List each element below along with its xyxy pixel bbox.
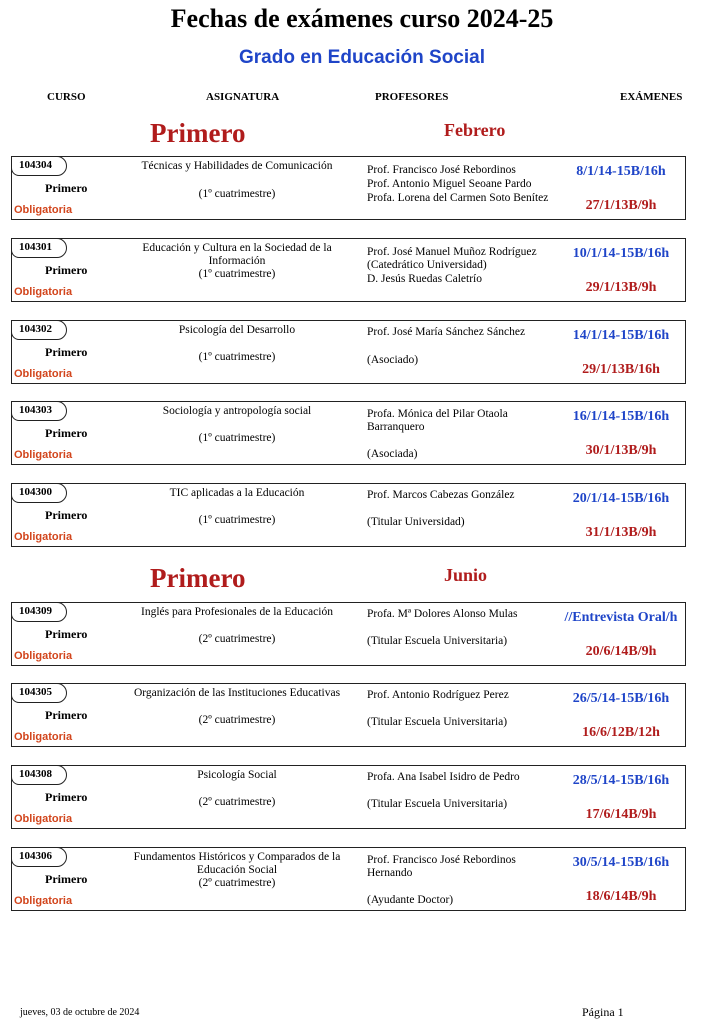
course-type: Obligatoria bbox=[14, 531, 73, 543]
subject-name: Organización de las Instituciones Educativas bbox=[133, 687, 341, 699]
course-year: Primero bbox=[45, 426, 88, 440]
semester: (2º cuatrimestre) bbox=[198, 877, 276, 889]
professor-line: (Titular Universidad) bbox=[367, 516, 465, 528]
semester: (1º cuatrimestre) bbox=[198, 514, 276, 526]
exam-row bbox=[11, 847, 686, 911]
course-type: Obligatoria bbox=[14, 895, 73, 907]
professor-line: Profa. Ana Isabel Isidro de Pedro bbox=[367, 771, 520, 783]
subject-name: Sociología y antropología social bbox=[162, 405, 312, 417]
section-year: Primero bbox=[150, 118, 246, 148]
exam-row bbox=[11, 683, 686, 747]
course-code: 104301 bbox=[11, 238, 67, 258]
section-year: Primero bbox=[150, 563, 246, 593]
subject-name: TIC aplicadas a la Educación bbox=[169, 487, 305, 499]
header-curso: CURSO bbox=[47, 91, 86, 103]
professor-line: (Titular Escuela Universitaria) bbox=[367, 716, 508, 728]
exam-date-first: 8/1/14-15B/16h bbox=[576, 164, 666, 179]
course-type: Obligatoria bbox=[14, 650, 73, 662]
exam-date-first: //Entrevista Oral/h bbox=[564, 610, 678, 625]
exam-row bbox=[11, 602, 686, 666]
exam-date-second: 20/6/14B/9h bbox=[585, 644, 657, 659]
semester: (1º cuatrimestre) bbox=[198, 268, 276, 280]
exam-date-second: 31/1/13B/9h bbox=[585, 525, 657, 540]
subject-name: Psicología del Desarrollo bbox=[178, 324, 296, 336]
subject-name: Educación y Cultura en la Sociedad de la Información bbox=[142, 242, 332, 267]
exam-date-second: 29/1/13B/16h bbox=[582, 362, 660, 377]
course-year: Primero bbox=[45, 345, 88, 359]
course-type: Obligatoria bbox=[14, 449, 73, 461]
course-type: Obligatoria bbox=[14, 286, 73, 298]
course-code: 104304 bbox=[11, 156, 67, 176]
exam-row bbox=[11, 401, 686, 465]
course-code: 104303 bbox=[11, 401, 67, 421]
professor-line: (Catedrático Universidad) bbox=[367, 259, 487, 271]
exam-date-second: 17/6/14B/9h bbox=[585, 807, 657, 822]
page-subtitle: Grado en Educación Social bbox=[238, 47, 485, 68]
exam-row bbox=[11, 156, 686, 220]
page-number: Página 1 bbox=[582, 1005, 624, 1019]
course-type: Obligatoria bbox=[14, 731, 73, 743]
course-year: Primero bbox=[45, 181, 88, 195]
professor-line: (Titular Escuela Universitaria) bbox=[367, 635, 508, 647]
exam-date-first: 26/5/14-15B/16h bbox=[572, 691, 670, 706]
exam-date-first: 20/1/14-15B/16h bbox=[572, 491, 670, 506]
exam-date-first: 16/1/14-15B/16h bbox=[572, 409, 670, 424]
course-year: Primero bbox=[45, 790, 88, 804]
subject-name: Psicología Social bbox=[197, 769, 277, 781]
professor-line: (Asociado) bbox=[367, 354, 419, 366]
course-code: 104300 bbox=[11, 483, 67, 503]
course-type: Obligatoria bbox=[14, 204, 73, 216]
exam-date-first: 10/1/14-15B/16h bbox=[572, 246, 670, 261]
course-year: Primero bbox=[45, 508, 88, 522]
professor-line: (Titular Escuela Universitaria) bbox=[367, 798, 508, 810]
course-code: 104308 bbox=[11, 765, 67, 785]
professor-line: Prof. José Manuel Muñoz Rodríguez bbox=[367, 246, 537, 258]
subject-name: Fundamentos Históricos y Comparados de la Educación Social bbox=[133, 851, 341, 876]
professor-line: (Asociada) bbox=[367, 448, 418, 460]
subject-name: Técnicas y Habilidades de Comunicación bbox=[141, 160, 333, 172]
header-examenes: EXÁMENES bbox=[620, 91, 683, 103]
semester: (1º cuatrimestre) bbox=[198, 188, 276, 200]
exam-date-second: 30/1/13B/9h bbox=[585, 443, 657, 458]
professor-line: Prof. Francisco José Rebordinos bbox=[367, 854, 516, 866]
exam-row bbox=[11, 320, 686, 384]
exam-row bbox=[11, 483, 686, 547]
semester: (2º cuatrimestre) bbox=[198, 796, 276, 808]
semester: (1º cuatrimestre) bbox=[198, 432, 276, 444]
semester: (2º cuatrimestre) bbox=[198, 714, 276, 726]
professor-line: Barranquero bbox=[367, 421, 425, 433]
semester: (1º cuatrimestre) bbox=[198, 351, 276, 363]
course-year: Primero bbox=[45, 708, 88, 722]
footer-date: jueves, 03 de octubre de 2024 bbox=[20, 1007, 140, 1018]
professor-line: Profa. Lorena del Carmen Soto Benítez bbox=[367, 192, 549, 204]
professor-line: Profa. Mónica del Pilar Otaola bbox=[367, 408, 508, 420]
exam-date-second: 16/6/12B/12h bbox=[582, 725, 660, 740]
exam-row bbox=[11, 238, 686, 302]
exam-date-second: 29/1/13B/9h bbox=[585, 280, 657, 295]
course-year: Primero bbox=[45, 872, 88, 886]
course-type: Obligatoria bbox=[14, 813, 73, 825]
course-year: Primero bbox=[45, 627, 88, 641]
course-code: 104305 bbox=[11, 683, 67, 703]
section-month: Febrero bbox=[444, 120, 506, 140]
course-code: 104306 bbox=[11, 847, 67, 867]
professor-line: D. Jesús Ruedas Caletrío bbox=[367, 273, 482, 285]
page-title: Fechas de exámenes curso 2024-25 bbox=[170, 4, 554, 33]
exam-date-first: 28/5/14-15B/16h bbox=[572, 773, 670, 788]
professor-line: Prof. Francisco José Rebordinos bbox=[367, 164, 516, 176]
exam-date-second: 27/1/13B/9h bbox=[585, 198, 657, 213]
header-profesores: PROFESORES bbox=[375, 91, 449, 103]
course-type: Obligatoria bbox=[14, 368, 73, 380]
exam-row bbox=[11, 765, 686, 829]
header-asignatura: ASIGNATURA bbox=[206, 91, 280, 103]
exam-date-second: 18/6/14B/9h bbox=[585, 889, 657, 904]
professor-line: (Ayudante Doctor) bbox=[367, 894, 454, 906]
exam-date-first: 14/1/14-15B/16h bbox=[572, 328, 670, 343]
course-year: Primero bbox=[45, 263, 88, 277]
professor-line: Hernando bbox=[367, 867, 413, 879]
exam-date-first: 30/5/14-15B/16h bbox=[572, 855, 670, 870]
professor-line: Prof. José María Sánchez Sánchez bbox=[367, 326, 526, 338]
course-code: 104302 bbox=[11, 320, 67, 340]
professor-line: Profa. Mª Dolores Alonso Mulas bbox=[367, 608, 518, 620]
professor-line: Prof. Marcos Cabezas González bbox=[367, 489, 515, 501]
subject-name: Inglés para Profesionales de la Educación bbox=[141, 606, 333, 618]
professor-line: Prof. Antonio Miguel Seoane Pardo bbox=[367, 178, 532, 190]
semester: (2º cuatrimestre) bbox=[198, 633, 276, 645]
course-code: 104309 bbox=[11, 602, 67, 622]
section-month: Junio bbox=[444, 565, 488, 585]
professor-line: Prof. Antonio Rodríguez Perez bbox=[367, 689, 509, 701]
